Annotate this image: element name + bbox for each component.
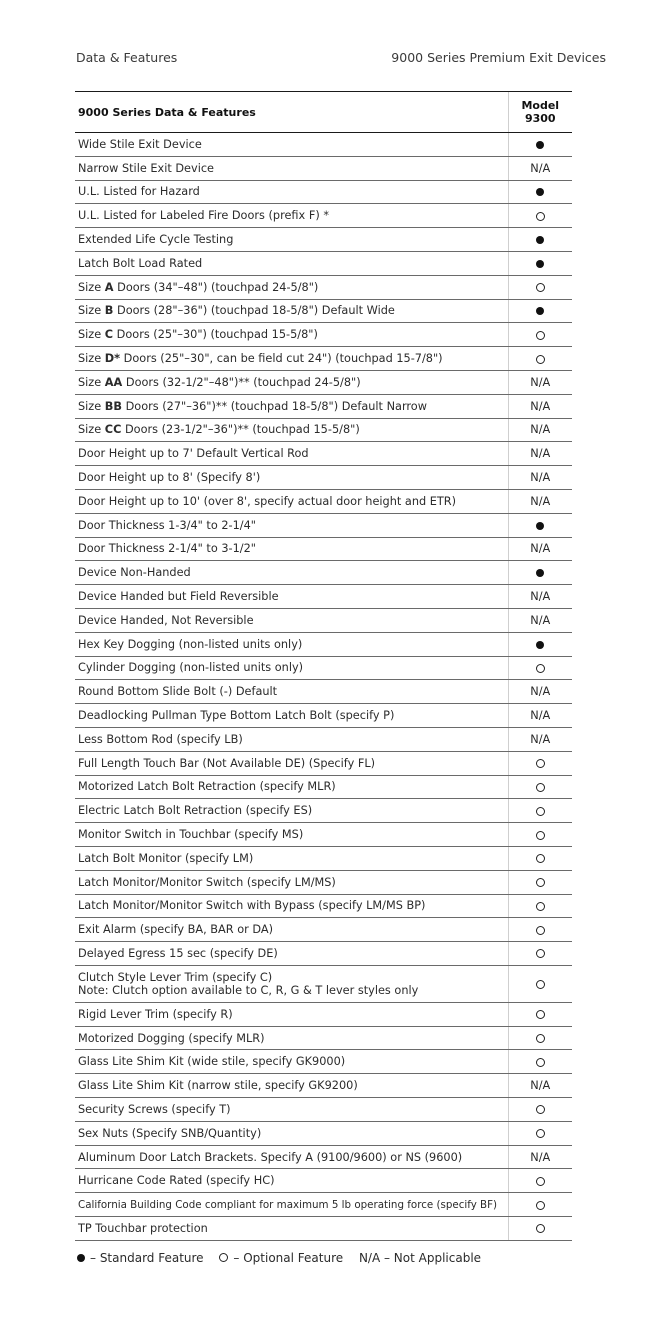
- feature-cell: [75, 680, 508, 704]
- table-row: [75, 180, 572, 204]
- open-circle-icon: [219, 1253, 228, 1262]
- optional-feature-icon: [536, 331, 545, 340]
- model-9300-cell: [508, 1145, 572, 1169]
- model-9300-cell: [508, 489, 572, 513]
- table-row: [75, 632, 572, 656]
- table-row: [75, 846, 572, 870]
- feature-text: Monitor Switch in Touchbar (specify MS): [78, 828, 304, 841]
- feature-text: Doors (34"–48") (touchpad 24-5/8"): [113, 280, 319, 294]
- feature-cell: [75, 251, 508, 275]
- optional-feature-icon: [536, 807, 545, 816]
- model-9300-cell: [508, 1169, 572, 1193]
- table-row: [75, 251, 572, 275]
- feature-text: Delayed Egress 15 sec (specify DE): [78, 946, 278, 960]
- feature-cell: [75, 513, 508, 537]
- model-9300-cell: [508, 370, 572, 394]
- not-applicable-text: N/A: [530, 590, 551, 604]
- table-row: [75, 894, 572, 918]
- model-9300-cell: [508, 751, 572, 775]
- feature-text: Hex Key Dogging (non-listed units only): [78, 637, 303, 651]
- model-9300-cell: [508, 656, 572, 680]
- table-row: [75, 1121, 572, 1145]
- table-row: [75, 870, 572, 894]
- feature-cell: [75, 180, 508, 204]
- optional-feature-icon: [536, 949, 545, 958]
- feature-text: Device Handed but Field Reversible: [78, 590, 279, 604]
- model-9300-cell: [508, 585, 572, 609]
- legend: [77, 1251, 493, 1267]
- feature-column-header: 9000 Series Data & Features: [75, 92, 508, 133]
- optional-feature-icon: [536, 664, 545, 673]
- feature-text: Cylinder Dogging (non-listed units only): [78, 661, 304, 675]
- table-row: [75, 727, 572, 751]
- feature-text: Door Height up to 7' Default Vertical Rod: [78, 447, 309, 461]
- feature-cell: [75, 1193, 508, 1217]
- not-applicable-text: N/A: [530, 709, 551, 723]
- feature-cell: [75, 918, 508, 942]
- table-row: [75, 1098, 572, 1122]
- model-9300-cell: [508, 1193, 572, 1217]
- feature-text: Size: [78, 399, 105, 413]
- feature-cell: [75, 775, 508, 799]
- feature-cell: [75, 347, 508, 371]
- feature-cell: [75, 1002, 508, 1026]
- table-header-row: [75, 92, 572, 133]
- table-row: [75, 513, 572, 537]
- table-row: [75, 823, 572, 847]
- model-9300-cell: [508, 775, 572, 799]
- door-size-code: A: [104, 280, 114, 294]
- feature-cell: [75, 1169, 508, 1193]
- model-9300-cell: [508, 1026, 572, 1050]
- feature-cell: [75, 1074, 508, 1098]
- not-applicable-text: N/A: [530, 1079, 551, 1093]
- not-applicable-text: N/A: [530, 494, 551, 508]
- feature-text: Motorized Latch Bolt Retraction (specify MLR): [78, 780, 336, 794]
- feature-cell: [75, 466, 508, 490]
- optional-feature-icon: [536, 212, 545, 221]
- optional-feature-icon: [536, 1034, 545, 1043]
- feature-cell: [75, 585, 508, 609]
- not-applicable-text: N/A: [530, 732, 551, 746]
- not-applicable-text: N/A: [530, 423, 551, 437]
- feature-cell: [75, 156, 508, 180]
- optional-feature-icon: [536, 1010, 545, 1019]
- table-row: [75, 1169, 572, 1193]
- model-9300-cell: [508, 799, 572, 823]
- model-9300-cell: [508, 156, 572, 180]
- feature-text: Full Length Touch Bar (Not Available DE) (Specify FL): [78, 756, 376, 770]
- model-9300-cell: [508, 251, 572, 275]
- table-row: [75, 799, 572, 823]
- not-applicable-text: N/A: [530, 1150, 551, 1164]
- feature-cell: [75, 537, 508, 561]
- model-9300-cell: [508, 846, 572, 870]
- feature-text: Doors (25"–30") (touchpad 15-5/8"): [113, 328, 318, 342]
- feature-cell: [75, 846, 508, 870]
- feature-cell: [75, 870, 508, 894]
- feature-cell: [75, 799, 508, 823]
- model-9300-cell: [508, 632, 572, 656]
- model-9300-cell: [508, 228, 572, 252]
- feature-text: Less Bottom Rod (specify LB): [78, 732, 243, 746]
- feature-text: Glass Lite Shim Kit (narrow stile, specify GK9200): [78, 1079, 358, 1093]
- table-row: [75, 347, 572, 371]
- table-row: [75, 394, 572, 418]
- table-row: [75, 965, 572, 1002]
- table-row: [75, 1145, 572, 1169]
- optional-feature-icon: [536, 1224, 545, 1233]
- optional-feature-icon: [536, 854, 545, 863]
- not-applicable-text: N/A: [530, 399, 551, 413]
- feature-text: Electric Latch Bolt Retraction (specify ES): [78, 804, 313, 818]
- optional-feature-icon: [536, 1129, 545, 1138]
- feature-text: Device Non-Handed: [78, 566, 191, 580]
- feature-cell: [75, 275, 508, 299]
- feature-cell: [75, 1121, 508, 1145]
- feature-text: Doors (32-1/2"–48")** (touchpad 24-5/8"): [122, 375, 361, 389]
- door-size-code: AA: [104, 375, 123, 389]
- feature-cell: [75, 489, 508, 513]
- feature-text: Size: [78, 328, 105, 342]
- feature-text: Door Thickness 2-1/4" to 3-1/2": [78, 542, 256, 556]
- feature-text: TP Touchbar protection: [78, 1221, 208, 1235]
- model-9300-cell: [508, 299, 572, 323]
- feature-text: Aluminum Door Latch Brackets. Specify A (9100/9600) or NS (9600): [78, 1150, 463, 1164]
- model-9300-cell: [508, 704, 572, 728]
- feature-cell: [75, 323, 508, 347]
- model-9300-cell: [508, 1002, 572, 1026]
- model-9300-cell: [508, 727, 572, 751]
- model-9300-cell: [508, 680, 572, 704]
- model-9300-cell: [508, 870, 572, 894]
- optional-feature-icon: [536, 1058, 545, 1067]
- optional-feature-icon: [536, 831, 545, 840]
- not-applicable-text: N/A: [530, 447, 551, 461]
- legend-na-label: N/A – Not Applicable: [358, 1251, 482, 1265]
- product-series-title: 9000 Series Premium Exit Devices: [391, 50, 606, 65]
- model-9300-cell: [508, 918, 572, 942]
- optional-feature-icon: [536, 1177, 545, 1186]
- model-9300-cell: [508, 180, 572, 204]
- features-table: [75, 91, 572, 1241]
- door-size-code: C: [104, 328, 114, 342]
- feature-text: Extended Life Cycle Testing: [78, 233, 234, 247]
- model-9300-cell: [508, 942, 572, 966]
- table-row: [75, 156, 572, 180]
- feature-cell: [75, 394, 508, 418]
- table-row: [75, 299, 572, 323]
- feature-cell: [75, 727, 508, 751]
- model-label: Model: [521, 99, 560, 112]
- feature-text: California Building Code compliant for maximum 5 lb operating force (specify BF): [78, 1198, 498, 1211]
- table-row: [75, 370, 572, 394]
- feature-text: Latch Monitor/Monitor Switch with Bypass (specify LM/MS BP): [78, 899, 426, 913]
- model-9300-cell: [508, 1074, 572, 1098]
- table-row: [75, 537, 572, 561]
- model-9300-cell: [508, 1098, 572, 1122]
- feature-cell: [75, 965, 508, 1002]
- optional-feature-icon: [536, 783, 545, 792]
- model-9300-cell: [508, 204, 572, 228]
- feature-cell: [75, 1145, 508, 1169]
- legend-na: [359, 1251, 481, 1265]
- feature-text: Door Thickness 1-3/4" to 2-1/4": [78, 518, 256, 532]
- table-row: [75, 204, 572, 228]
- legend-optional: [219, 1251, 343, 1265]
- table-row: [75, 1026, 572, 1050]
- feature-text: Latch Bolt Load Rated: [78, 256, 203, 270]
- model-9300-cell: [508, 965, 572, 1002]
- feature-text: Hurricane Code Rated (specify HC): [78, 1174, 275, 1188]
- legend-standard: [77, 1251, 204, 1265]
- table-row: [75, 133, 572, 157]
- model-9300-cell: [508, 347, 572, 371]
- feature-text: Door Height up to 10' (over 8', specify actual door height and ETR): [78, 494, 457, 508]
- optional-feature-icon: [536, 878, 545, 887]
- optional-feature-icon: [536, 759, 545, 768]
- door-size-code: BB: [104, 399, 123, 413]
- feature-cell: [75, 704, 508, 728]
- feature-text: Latch Bolt Monitor (specify LM): [78, 851, 254, 865]
- legend-standard-label: – Standard Feature: [90, 1251, 204, 1265]
- model-9300-cell: [508, 275, 572, 299]
- table-row: [75, 918, 572, 942]
- optional-feature-icon: [536, 926, 545, 935]
- table-row: [75, 942, 572, 966]
- not-applicable-text: N/A: [530, 613, 551, 627]
- table-row: [75, 1193, 572, 1217]
- feature-cell: [75, 299, 508, 323]
- table-row: [75, 1074, 572, 1098]
- table-row: [75, 1050, 572, 1074]
- feature-cell: [75, 442, 508, 466]
- feature-text: Doors (27"–36")** (touchpad 18-5/8") Default Narrow: [122, 399, 427, 413]
- model-9300-cell: [508, 608, 572, 632]
- feature-cell: [75, 632, 508, 656]
- table-row: [75, 704, 572, 728]
- not-applicable-text: N/A: [530, 685, 551, 699]
- feature-cell: [75, 1026, 508, 1050]
- feature-text: Doors (23-1/2"–36")** (touchpad 15-5/8"): [121, 423, 360, 437]
- feature-cell: [75, 1217, 508, 1241]
- table-row: [75, 585, 572, 609]
- feature-text: Motorized Dogging (specify MLR): [78, 1031, 265, 1045]
- feature-cell: [75, 1050, 508, 1074]
- feature-text: Rigid Lever Trim (specify R): [78, 1007, 233, 1021]
- model-9300-cell: [508, 466, 572, 490]
- feature-text: Wide Stile Exit Device: [78, 137, 202, 151]
- table-row: [75, 751, 572, 775]
- feature-cell: [75, 656, 508, 680]
- model-9300-cell: [508, 561, 572, 585]
- model-number: 9300: [524, 112, 556, 125]
- not-applicable-text: N/A: [530, 375, 551, 389]
- table-row: [75, 1002, 572, 1026]
- feature-text: Narrow Stile Exit Device: [78, 161, 214, 175]
- table-row: [75, 228, 572, 252]
- door-size-code: D*: [104, 352, 121, 366]
- page-header: [76, 50, 606, 68]
- feature-cell: [75, 942, 508, 966]
- model-9300-cell: [508, 823, 572, 847]
- feature-cell: [75, 823, 508, 847]
- optional-feature-icon: [536, 1105, 545, 1114]
- feature-text: Glass Lite Shim Kit (wide stile, specify GK9000): [78, 1055, 346, 1069]
- feature-cell: [75, 228, 508, 252]
- table-row: [75, 442, 572, 466]
- not-applicable-text: N/A: [530, 161, 551, 175]
- feature-text: Size: [78, 352, 105, 366]
- table-row: [75, 418, 572, 442]
- feature-cell: [75, 204, 508, 228]
- section-title: Data & Features: [76, 50, 178, 65]
- feature-text: Device Handed, Not Reversible: [78, 613, 254, 627]
- table-row: [75, 680, 572, 704]
- optional-feature-icon: [536, 283, 545, 292]
- optional-feature-icon: [536, 355, 545, 364]
- standard-feature-icon: [536, 569, 544, 577]
- model-9300-cell: [508, 537, 572, 561]
- standard-feature-icon: [536, 260, 544, 268]
- model-9300-cell: [508, 418, 572, 442]
- model-column-header: [508, 92, 572, 133]
- not-applicable-text: N/A: [530, 471, 551, 485]
- table-row: [75, 608, 572, 632]
- not-applicable-text: N/A: [530, 542, 551, 556]
- feature-text: Security Screws (specify T): [78, 1102, 231, 1116]
- model-9300-cell: [508, 894, 572, 918]
- feature-text: Door Height up to 8' (Specify 8'): [78, 471, 261, 485]
- filled-circle-icon: [77, 1254, 85, 1262]
- feature-text: Size: [78, 280, 105, 294]
- feature-text: Deadlocking Pullman Type Bottom Latch Bolt (specify P): [78, 709, 395, 723]
- model-9300-cell: [508, 133, 572, 157]
- model-9300-cell: [508, 513, 572, 537]
- table-row: [75, 561, 572, 585]
- table-row: [75, 1217, 572, 1241]
- feature-text: U.L. Listed for Hazard: [78, 185, 200, 199]
- model-9300-cell: [508, 394, 572, 418]
- optional-feature-icon: [536, 980, 545, 989]
- standard-feature-icon: [536, 188, 544, 196]
- model-9300-cell: [508, 1050, 572, 1074]
- optional-feature-icon: [536, 1201, 545, 1210]
- table-row: [75, 489, 572, 513]
- feature-text: Sex Nuts (Specify SNB/Quantity): [78, 1126, 262, 1140]
- feature-text: Round Bottom Slide Bolt (-) Default: [78, 685, 278, 699]
- feature-cell: [75, 751, 508, 775]
- standard-feature-icon: [536, 141, 544, 149]
- feature-cell: [75, 608, 508, 632]
- feature-text: Size: [78, 423, 105, 437]
- table-row: [75, 466, 572, 490]
- feature-text: Clutch Style Lever Trim (specify C): [78, 970, 273, 984]
- model-9300-cell: [508, 1121, 572, 1145]
- feature-text: Doors (28"–36") (touchpad 18-5/8") Default Wide: [113, 304, 395, 318]
- table-row: [75, 775, 572, 799]
- standard-feature-icon: [536, 522, 544, 530]
- feature-text: Size: [78, 375, 105, 389]
- feature-cell: [75, 1098, 508, 1122]
- standard-feature-icon: [536, 236, 544, 244]
- legend-optional-label: – Optional Feature: [233, 1251, 344, 1265]
- model-9300-cell: [508, 1217, 572, 1241]
- feature-text: Latch Monitor/Monitor Switch (specify LM/MS): [78, 875, 336, 889]
- door-size-code: CC: [104, 423, 122, 437]
- model-9300-cell: [508, 442, 572, 466]
- feature-text: Exit Alarm (specify BA, BAR or DA): [78, 923, 273, 937]
- standard-feature-icon: [536, 641, 544, 649]
- model-9300-cell: [508, 323, 572, 347]
- table-row: [75, 656, 572, 680]
- standard-feature-icon: [536, 307, 544, 315]
- feature-note: Note: Clutch option available to C, R, G & T lever styles only: [78, 983, 419, 997]
- feature-cell: [75, 370, 508, 394]
- feature-cell: [75, 418, 508, 442]
- table-row: [75, 275, 572, 299]
- feature-text: U.L. Listed for Labeled Fire Doors (prefix F) *: [78, 209, 329, 223]
- feature-cell: [75, 133, 508, 157]
- optional-feature-icon: [536, 902, 545, 911]
- feature-cell: [75, 894, 508, 918]
- feature-text: Size: [78, 304, 105, 318]
- table-row: [75, 323, 572, 347]
- feature-text: Doors (25"–30", can be field cut 24") (touchpad 15-7/8"): [120, 352, 443, 366]
- door-size-code: B: [104, 304, 114, 318]
- feature-cell: [75, 561, 508, 585]
